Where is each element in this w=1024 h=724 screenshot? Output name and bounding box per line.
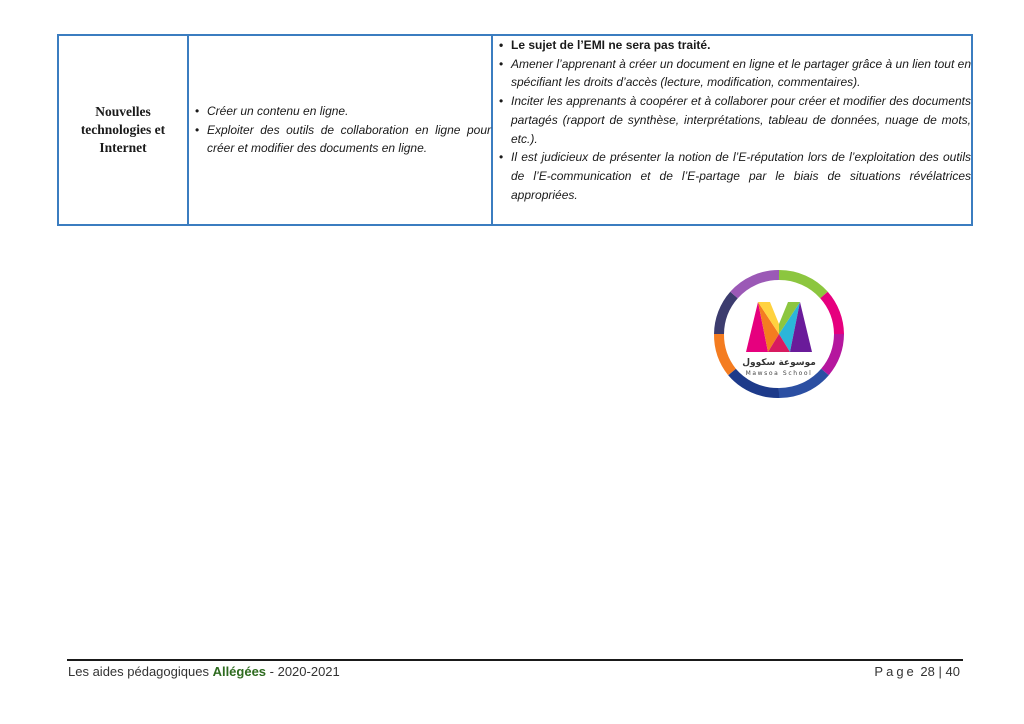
page-indicator — [874, 664, 960, 679]
curriculum-table — [57, 34, 973, 226]
page-number: 28 — [920, 664, 935, 679]
page-separator: | — [938, 664, 942, 679]
footer-divider — [67, 659, 963, 661]
footer-title-prefix: Les aides pédagogiques — [68, 664, 213, 679]
table-row — [58, 35, 972, 225]
goal-item: • Exploiter des outils de collaboration en ligne pour créer et modifier des documents en ligne. — [189, 121, 491, 158]
notes-cell — [492, 35, 972, 225]
note-item: • Il est judicieux de présenter la notion de l’E-réputation lors de l’exploitation des outils de l’E-communication et de l’E-partage par le biais de situations révélatrices appropriées. — [493, 148, 971, 204]
notes-list — [493, 36, 971, 204]
page-label: Page — [874, 664, 917, 679]
goals-list — [189, 102, 491, 158]
page-total: 40 — [945, 664, 960, 679]
note-item: • Inciter les apprenants à coopérer et à collaborer pour créer et modifier des documents partagés (rapport de synthèse, interprétations, tableau de données, nuage de mots, etc.). — [493, 92, 971, 148]
logo-arabic-text: موسوعة سكوول — [742, 358, 816, 368]
mawsoa-school-logo — [712, 268, 846, 400]
note-item: • Amener l’apprenant à créer un document en ligne et le partager grâce à un lien tout en spécifiant les droits d’accès (lecture, modification, commentaires). — [493, 55, 971, 92]
notes-heading: • Le sujet de l’EMI ne sera pas traité. — [493, 36, 971, 55]
topic-cell — [58, 35, 188, 225]
footer-title-suffix: - 2020-2021 — [266, 664, 340, 679]
topic-title: Nouvelles technologies et Internet — [80, 104, 166, 155]
goals-cell — [188, 35, 492, 225]
footer-title — [68, 664, 340, 679]
footer-title-highlight: Allégées — [212, 664, 267, 679]
goal-item: • Créer un contenu en ligne. — [189, 102, 491, 121]
logo-latin-text: Mawsoa School — [745, 370, 813, 377]
